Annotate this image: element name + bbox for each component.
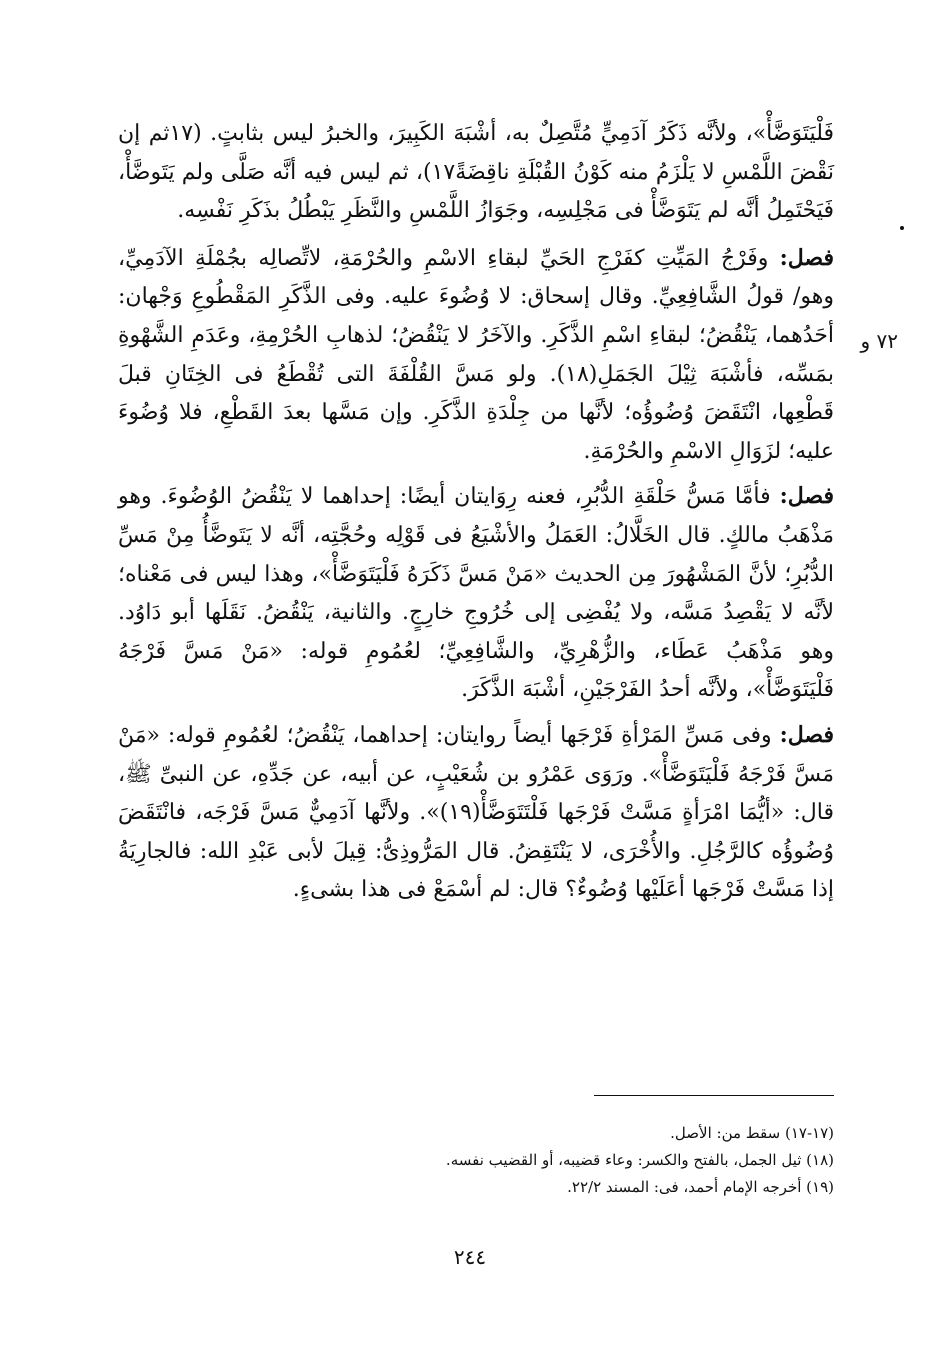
- section-heading: فصل:: [779, 721, 835, 748]
- footnote-18: (١٨) ثيل الجمل، بالفتح والكسر: وعاء قضيبه، أو القضيب نفسه.: [445, 1151, 834, 1169]
- paragraph-2: [118, 239, 834, 472]
- footnotes: [420, 1120, 834, 1201]
- section-heading: فصل:: [779, 483, 834, 510]
- paragraph-4: [118, 716, 834, 910]
- footnote-19: (١٩) أخرجه الإمام أحمد، فى: المسند ٢٢/٢.: [567, 1178, 834, 1196]
- paragraph-1-text: فَلْيَتَوَضَّأْ»، ولأنَّه ذَكَرُ آدَمِيٍّ مُتَّصِلٌ به، أشْبَهَ الكَبِيرَ، والخبرُ ليس بثابتٍ. (١٧ثم إن نَقْضَ اللَّمْسِ لا يَلْزَمُ منه كَوْنُ القُبْلَةِ ناقِضَةً١٧)، ثم ليس فيه أنَّه صَلَّى ولم يَتَوضَّأْ، فَيَحْتَمِلُ أنَّه لم يَتَوَضَّأْ فى مَجْلِسِه، وجَوَازُ اللَّمْسِ والنَّظَرِ يَبْطُلُ بذَكَرِ نَفْسِه.: [118, 121, 834, 224]
- paragraph-1: [118, 115, 834, 231]
- paragraph-3-text: فأمَّا مَسُّ حَلْقَةِ الدُّبُرِ، فعنه رِوَايتان أيضًا: إحداهما لا يَنْقُضُ الوُضُوءَ. وهو مَذْهَبُ مالكٍ. قال الخَلَّالُ: العَمَلُ والأشْيَعُ فى قَوْلِه وحُجَّتِه، أنَّه لا يَتَوضَّأُ مِنْ مَسِّ الدُّبُرِ؛ لأنَّ المَشْهُورَ مِن الحديث «مَنْ مَسَّ ذَكَرَهُ فَلْيَتَوَضَّأْ»، وهذا ليس فى مَعْناه؛ لأنَّه لا يَقْصِدُ مَسَّه، ولا يُفْضِى إلى خُرُوجِ خارِجٍ. والثانية، يَنْقُضُ. نَقَلَها أبو دَاوُد. وهو مَذْهَبُ عَطَاء، والزُّهْرِيِّ، والشَّافِعِيِّ؛ لعُمُومِ قوله: «مَنْ مَسَّ فَرْجَهُ فَلْيَتَوَضَّأْ»، ولأنَّه أحدُ الفَرْجَيْنِ، أشْبَهَ الذَّكَرَ.: [118, 484, 834, 703]
- paragraph-3: [118, 477, 834, 710]
- stray-mark: [900, 226, 904, 230]
- main-text: [118, 115, 834, 916]
- footnote-divider: [594, 1095, 834, 1096]
- paragraph-2-text: وفَرْجُ المَيِّتِ كفَرْجِ الحَيِّ لبقاءِ الاسْمِ والحُرْمَةِ، لاتِّصالِه بجُمْلَةِ الآدَمِيِّ، وهو/ قولُ الشَّافِعِيِّ. وقال إسحاق: لا وُضُوءَ عليه. وفى الذَّكَرِ المَقْطُوعِ وَجْهان: أحَدُهما، يَنْقُضُ؛ لبقاءِ اسْمِ الذَّكَرِ. والآخَرُ لا يَنْقُضُ؛ لذهابِ الحُرْمِةِ، وعَدَمِ الشَّهْوةِ بمَسِّه، فأشْبَهَ ثِيْلَ الجَمَلِ(١٨). ولو مَسَّ القُلْفَةَ التى تُقْطَعُ فى الخِتَانِ قبلَ قَطْعِها، انْتَقَضَ وُضُوؤُه؛ لأنَّها من جِلْدَةِ الذَّكَرِ. وإن مَسَّها بعدَ القَطْعِ، فلا وُضُوءَ عليه؛ لزَوَالِ الاسْمِ والحُرْمَةِ.: [118, 245, 834, 464]
- page-number: ٢٤٤: [453, 1245, 487, 1269]
- paragraph-4-text: وفى مَسِّ المَرْأةِ فَرْجَها أيضاً روايتان: إحداهما، يَنْقُضُ؛ لعُمُومِ قوله: «مَنْ مَسَّ فَرْجَهُ فَلْيَتَوَضَّأْ». ورَوَى عَمْرُو بن شُعَيْبٍ، عن أبيه، عن جَدِّهِ، عن النبىِّ ﷺ، قال: «أيُّمَا امْرَأةٍ مَسَّتْ فَرْجَها فَلْتَتَوَضَّأْ(١٩)». ولأنَّها آدَمِيٌّ مَسَّ فَرْجَه، فانْتَقَضَ وُضُوؤُه كالرَّجُلِ. والأُخْرَى، لا يَنْتَقِضُ. قال المَرُّوذِىُّ: قِيلَ لأبى عَبْدِ الله: فالجارِيَةُ إذا مَسَّتْ فَرْجَها أعَلَيْها وُضُوءٌ؟ قال: لم أسْمَعْ فى هذا بشىءٍ.: [118, 722, 834, 903]
- footnote-17: (١٧-١٧) سقط من: الأصل.: [670, 1124, 834, 1142]
- section-heading: فصل:: [779, 244, 834, 271]
- margin-folio-reference: ٧٢ و: [860, 329, 898, 353]
